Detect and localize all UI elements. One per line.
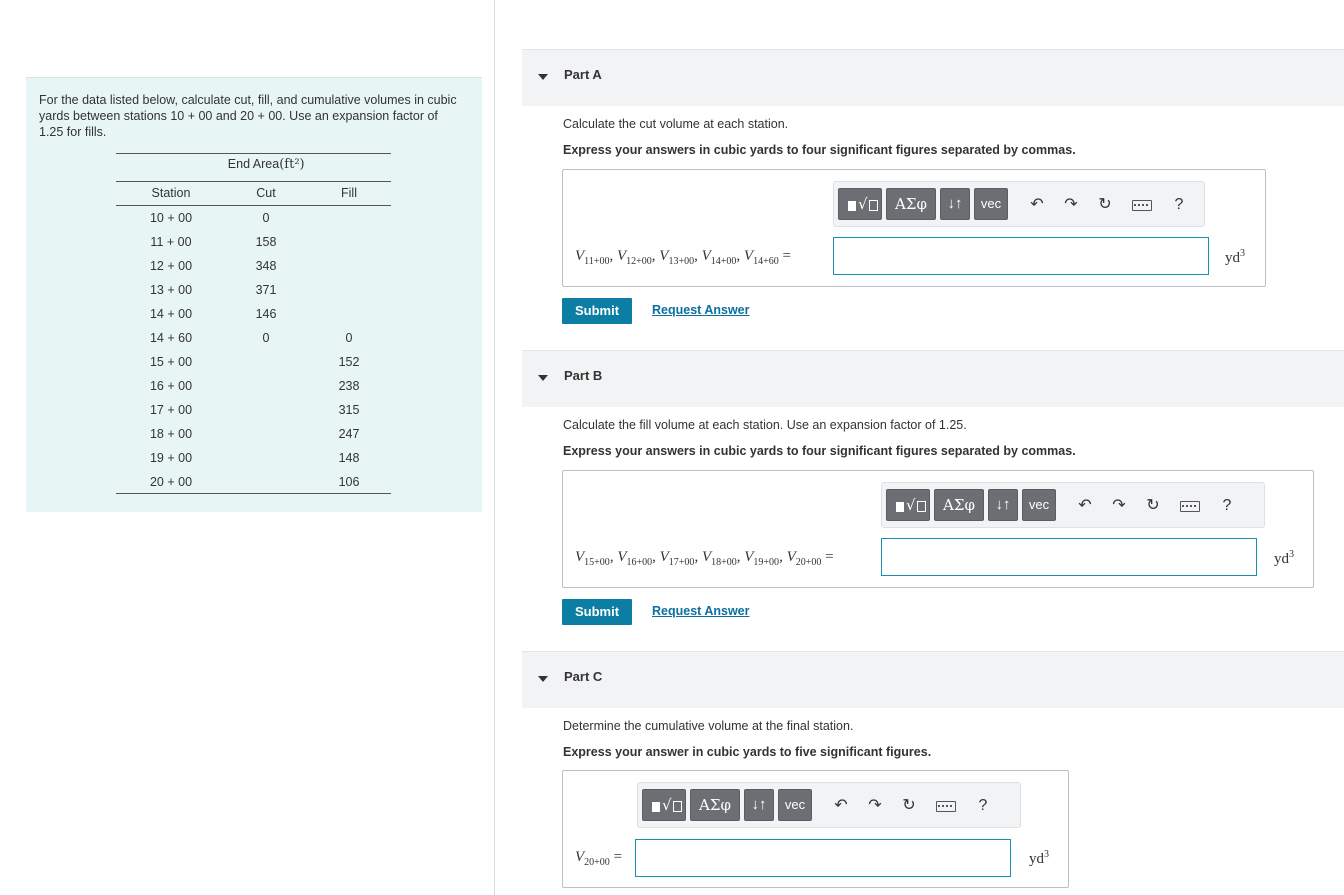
undo-icon[interactable]: ↶ [834, 797, 848, 814]
variable-symbol: V [616, 248, 627, 264]
fill-cell: 152 [338, 355, 360, 369]
part-b-instruction: Express your answers in cubic yards to four significant figures separated by commas. [563, 444, 1076, 458]
part-a-submit-button[interactable]: Submit [562, 298, 632, 324]
part-a-label: Part A [564, 67, 602, 82]
part-b-request-answer-link[interactable]: Request Answer [652, 604, 750, 618]
part-a-request-answer-link[interactable]: Request Answer [652, 303, 750, 317]
part-c-lhs: $V_{20+00}$ = [575, 849, 623, 868]
subscript-superscript-button[interactable]: ↓↑ [988, 489, 1018, 521]
variable-symbol: V [575, 849, 585, 865]
redo-icon[interactable]: ↷ [1112, 497, 1126, 514]
part-b-unit: $yd^3$ [1274, 549, 1294, 567]
station-subscript: 19+00 [753, 557, 780, 568]
part-b-question: Calculate the fill volume at each station. Use an expansion factor of 1.25. [563, 418, 967, 432]
greek-symbols-button[interactable]: ΑΣφ [934, 489, 984, 521]
greek-symbols-button[interactable]: ΑΣφ [690, 789, 740, 821]
table-row [116, 283, 391, 307]
subscript-superscript-button[interactable]: ↓↑ [940, 188, 970, 220]
table-rule [116, 153, 391, 154]
part-c-instruction: Express your answer in cubic yards to five significant figures. [563, 745, 932, 759]
part-a-unit: $yd^3$ [1225, 248, 1245, 266]
part-a-answer-box [562, 169, 1266, 287]
part-b-lhs: $V_{15+00}$, $V_{16+00}$, $V_{17+00}$, $V_{18+00}$, $V_{19+00}$, $V_{20+00}$ = [575, 549, 834, 568]
greek-symbols-button[interactable]: ΑΣφ [886, 188, 936, 220]
table-row [116, 427, 391, 451]
collapse-triangle-icon[interactable] [538, 676, 548, 682]
variable-symbol: V [575, 549, 585, 565]
part-a-header[interactable] [522, 49, 1344, 106]
column-header-cut: Cut [256, 186, 276, 200]
table-row [116, 379, 391, 403]
redo-icon[interactable]: ↷ [868, 797, 882, 814]
problem-statement: For the data listed below, calculate cut, fill, and cumulative volumes in cubic yards between stations 10 + 00 and 20 + 00. Use an expansion factor of 1.25 for fills. [39, 93, 457, 139]
keyboard-icon[interactable] [1132, 200, 1152, 211]
column-header-station: Station [151, 186, 191, 200]
undo-icon[interactable]: ↶ [1078, 497, 1092, 514]
group-header-label: End Area [227, 157, 280, 171]
part-a-lhs: $V_{11+00}$, $V_{12+00}$, $V_{13+00}$, $V_{14+00}$, $V_{14+60}$ = [575, 248, 791, 267]
station-cell: 20 + 00 [149, 475, 193, 489]
problem-panel [26, 77, 482, 512]
part-c-answer-box [562, 770, 1069, 888]
station-cell: 18 + 00 [149, 427, 193, 441]
vector-button[interactable]: vec [778, 789, 812, 821]
panel-divider [494, 0, 495, 895]
station-cell: 12 + 00 [149, 259, 193, 273]
table-row [116, 475, 391, 499]
help-button[interactable]: ? [978, 797, 988, 814]
part-c-question: Determine the cumulative volume at the final station. [563, 719, 854, 733]
station-subscript: 20+00 [584, 857, 610, 868]
station-cell: 17 + 00 [149, 403, 193, 417]
group-header-unit: (ft²) [279, 157, 305, 172]
variable-symbol: V [659, 549, 669, 565]
part-b-answer-input[interactable] [881, 538, 1257, 576]
station-subscript: 12+00 [626, 256, 652, 267]
reset-icon[interactable]: ↻ [1098, 196, 1112, 213]
part-a-question: Calculate the cut volume at each station. [563, 117, 789, 131]
undo-icon[interactable]: ↶ [1030, 196, 1044, 213]
variable-symbol: V [786, 549, 796, 565]
table-row [116, 259, 391, 283]
help-button[interactable]: ? [1174, 196, 1184, 213]
redo-icon[interactable]: ↷ [1064, 196, 1078, 213]
table-row [116, 403, 391, 427]
reset-icon[interactable]: ↻ [1146, 497, 1160, 514]
cut-cell: 146 [255, 307, 277, 321]
part-a-answer-input[interactable] [833, 237, 1209, 275]
templates-button[interactable]: √ [642, 789, 686, 821]
station-cell: 15 + 00 [149, 355, 193, 369]
station-cell: 19 + 00 [149, 451, 193, 465]
part-b-header[interactable] [522, 350, 1344, 407]
part-a-instruction: Express your answers in cubic yards to four significant figures separated by commas. [563, 143, 1076, 157]
station-subscript: 17+00 [668, 557, 695, 568]
math-toolbar [833, 181, 1205, 227]
variable-symbol: V [659, 248, 669, 264]
station-cell: 13 + 00 [149, 283, 193, 297]
subscript-superscript-button[interactable]: ↓↑ [744, 789, 774, 821]
table-rule [116, 181, 391, 182]
vector-button[interactable]: vec [974, 188, 1008, 220]
variable-symbol: V [575, 248, 585, 264]
table-row [116, 355, 391, 379]
station-subscript: 13+00 [668, 256, 695, 267]
variable-symbol: V [701, 549, 712, 565]
collapse-triangle-icon[interactable] [538, 74, 548, 80]
variable-symbol: V [701, 248, 711, 264]
station-subscript: 18+00 [711, 557, 737, 568]
table-rule [116, 493, 391, 494]
variable-symbol: V [617, 549, 627, 565]
station-cell: 11 + 00 [150, 235, 192, 249]
part-c-header[interactable] [522, 651, 1344, 708]
column-header-fill: Fill [341, 186, 357, 200]
part-c-label: Part C [564, 669, 603, 684]
variable-symbol: V [743, 248, 754, 264]
cut-cell: 348 [255, 259, 277, 273]
part-c-answer-input[interactable] [635, 839, 1011, 877]
group-header [116, 157, 391, 171]
station-subscript: 14+60 [753, 256, 779, 267]
table-row [116, 235, 391, 259]
part-b-label: Part B [564, 368, 603, 383]
part-b-submit-button[interactable]: Submit [562, 599, 632, 625]
templates-button[interactable]: √ [838, 188, 882, 220]
cut-cell: 0 [262, 331, 270, 345]
templates-button[interactable]: √ [886, 489, 930, 521]
table-row [116, 331, 391, 355]
station-cell: 14 + 00 [149, 307, 193, 321]
math-toolbar [881, 482, 1265, 528]
cut-cell: 371 [255, 283, 277, 297]
station-subscript: 11+00 [584, 256, 610, 267]
fill-cell: 0 [345, 331, 353, 345]
math-toolbar [637, 782, 1021, 828]
part-c-unit: $yd^3$ [1029, 849, 1049, 867]
station-cell: 10 + 00 [149, 211, 193, 225]
station-subscript: 20+00 [795, 557, 822, 568]
table-row [116, 211, 391, 235]
cut-cell: 0 [262, 211, 270, 225]
station-cell: 16 + 00 [149, 379, 193, 393]
table-row [116, 451, 391, 475]
station-subscript: 16+00 [626, 557, 653, 568]
reset-icon[interactable]: ↻ [902, 797, 916, 814]
cut-cell: 158 [255, 235, 277, 249]
part-b-answer-box [562, 470, 1314, 588]
station-subscript: 14+00 [710, 256, 737, 267]
fill-cell: 247 [338, 427, 360, 441]
table-row [116, 307, 391, 331]
fill-cell: 315 [338, 403, 360, 417]
fill-cell: 106 [338, 475, 360, 489]
keyboard-icon[interactable] [936, 801, 956, 812]
fill-cell: 238 [338, 379, 360, 393]
keyboard-icon[interactable] [1180, 501, 1200, 512]
station-subscript: 15+00 [584, 557, 610, 568]
vector-button[interactable]: vec [1022, 489, 1056, 521]
help-button[interactable]: ? [1222, 497, 1232, 514]
collapse-triangle-icon[interactable] [538, 375, 548, 381]
station-cell: 14 + 60 [149, 331, 193, 345]
table-rule [116, 205, 391, 206]
fill-cell: 148 [338, 451, 360, 465]
variable-symbol: V [744, 549, 754, 565]
